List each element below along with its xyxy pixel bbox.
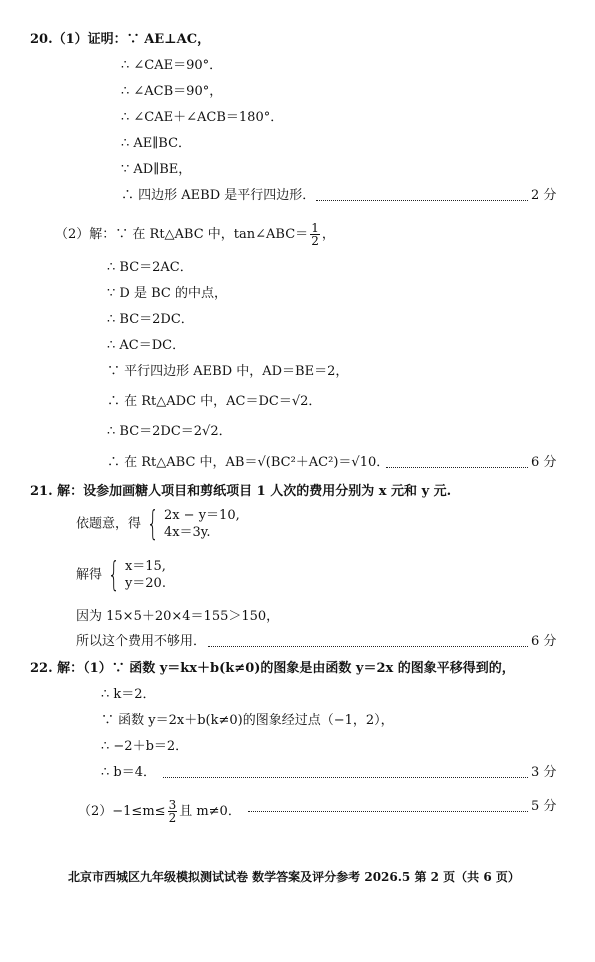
dot-leader: [386, 458, 528, 468]
q22-step: ∴ b＝4．: [101, 765, 156, 780]
fraction-denominator: 2: [168, 811, 177, 825]
score-mark: [163, 765, 556, 781]
q20-step: ∴ 在 Rt△ADC 中，AC＝DC＝√2．: [107, 394, 322, 409]
q21-equations: [76, 504, 240, 544]
score-value: 6 分: [531, 634, 557, 649]
dot-leader: [248, 802, 528, 812]
score-value: 6 分: [531, 455, 557, 470]
dot-leader: [208, 637, 528, 647]
q20-step: ∵ 平行四边形 AEBD 中，AD＝BE＝2，: [107, 364, 349, 379]
q22-part2-tail: 且 m≠0．: [179, 804, 241, 819]
q20-step: ∴ BC＝2AC．: [107, 260, 193, 275]
score-value: 5 分: [531, 799, 557, 814]
equation-system: [164, 507, 240, 541]
q20-step: ∴ ∠ACB＝90°，: [121, 84, 223, 99]
score-mark: [208, 634, 556, 650]
q22-head: 22. 解：（1）∵ 函数 y＝kx＋b(k≠0)的图象是由函数 y＝2x 的图象平移得到的，: [30, 661, 515, 676]
page-footer: 北京市西城区九年级模拟测试试卷 数学答案及评分参考 2026.5 第 2 页（共 6 页）: [68, 870, 520, 884]
score-mark: [248, 799, 556, 815]
q20-head: 20.（1）证明：∵ AE⊥AC，: [30, 32, 211, 47]
q20-step: ∴ AE∥BC．: [121, 136, 192, 151]
q22-part2: [78, 799, 241, 824]
q22-step: ∴ −2＋b＝2．: [101, 739, 189, 754]
q20-part2-head: [55, 222, 335, 247]
q20-part2-head-text: （2）解：∵ 在 Rt△ABC 中，tan∠ABC＝: [55, 227, 309, 242]
q21-line: 因为 15×5＋20×4＝155＞150，: [76, 609, 280, 624]
q21-head: 21. 解：设参加画糖人项目和剪纸项目 1 人次的费用分别为 x 元和 y 元.: [30, 484, 452, 499]
solution-line: x＝15,: [124, 559, 166, 574]
q22-step: ∴ k＝2．: [101, 687, 156, 702]
score-value: 2 分: [531, 188, 557, 203]
dot-leader: [163, 768, 528, 778]
solution-system: [125, 558, 166, 592]
q20-step: ∴ BC＝2DC．: [107, 312, 194, 327]
equation-line: 2x − y＝10,: [163, 508, 240, 523]
score-mark: [316, 188, 556, 204]
q20-step: ∴ AC＝DC．: [107, 338, 186, 353]
q22-part2-text: （2）−1≤m≤: [78, 804, 166, 819]
q20-step: ∴ 四边形 AEBD 是平行四边形．: [121, 188, 316, 203]
q20-step: ∴ ∠CAE＝90°．: [121, 58, 223, 73]
equation-line: 4x＝3y.: [163, 525, 211, 540]
fraction-numerator: 1: [311, 221, 319, 235]
q21-solution: [76, 555, 166, 595]
q20-step: ∴ ∠CAE＋∠ACB＝180°．: [121, 110, 284, 125]
q20-step: ∵ D 是 BC 的中点，: [107, 286, 227, 301]
q20-step: ∵ AD∥BE，: [121, 162, 192, 177]
score-value: 3 分: [531, 765, 557, 780]
dot-leader: [316, 191, 528, 201]
fraction: [310, 222, 320, 247]
q20-part2-head-tail: ，: [321, 227, 335, 242]
q21-line: 所以这个费用不够用．: [76, 634, 207, 649]
fraction: [168, 799, 178, 824]
q20-step: ∴ 在 Rt△ABC 中，AB＝√(BC²＋AC²)＝√10．: [107, 455, 390, 470]
brace-icon: {: [108, 555, 120, 595]
fraction-denominator: 2: [311, 234, 319, 248]
q20-step: ∴ BC＝2DC＝2√2．: [107, 424, 232, 439]
score-mark: [386, 455, 556, 471]
fraction-numerator: 3: [168, 798, 177, 812]
equation-label: 依题意，得: [76, 516, 142, 532]
solution-line: y＝20.: [124, 576, 166, 591]
solution-label: 解得: [76, 567, 103, 583]
q22-step: ∵ 函数 y＝2x＋b(k≠0)的图象经过点（−1，2），: [101, 713, 394, 728]
brace-icon: {: [147, 504, 159, 544]
